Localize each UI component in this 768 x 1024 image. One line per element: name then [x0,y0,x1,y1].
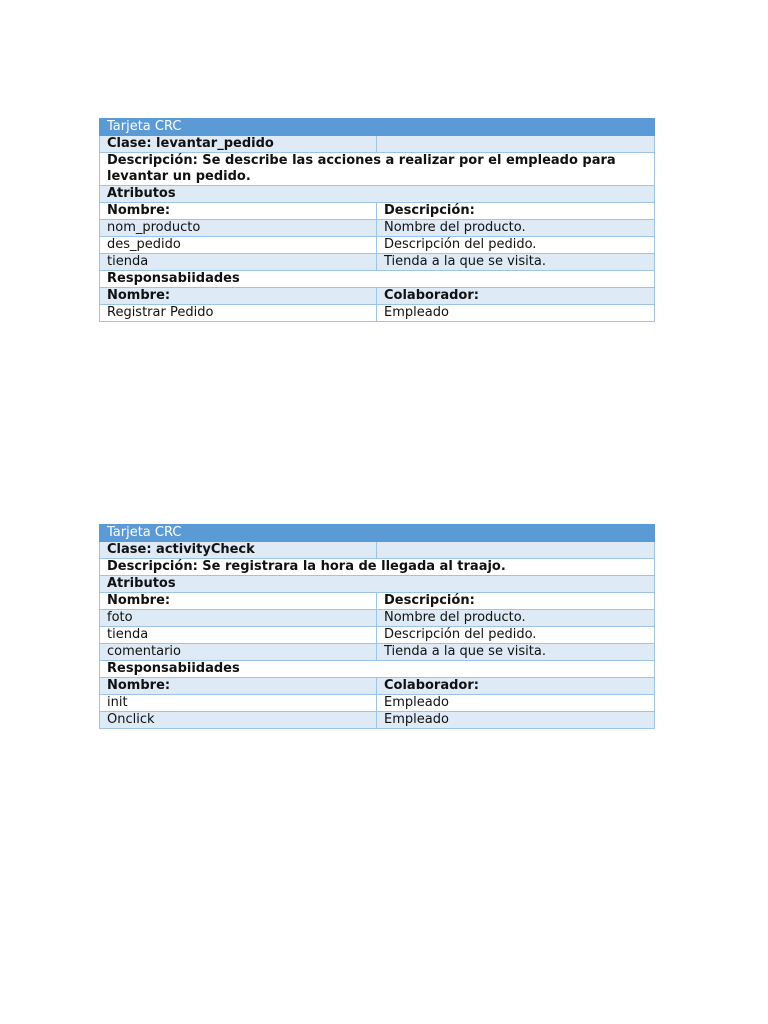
responsibility-collaborator: Empleado [377,712,655,729]
responsibility-name: Onclick [100,712,377,729]
card-title-row [100,119,655,136]
attributes-section-label: Atributos [100,186,655,203]
responsibility-row [100,305,655,322]
attribute-name: des_pedido [100,237,377,254]
attr-header-nombre: Nombre: [100,593,377,610]
class-row [100,136,655,153]
responsibility-collaborator: Empleado [377,695,655,712]
resp-header-nombre: Nombre: [100,678,377,695]
responsibilities-header-row [100,288,655,305]
card-title: Tarjeta CRC [100,525,655,542]
attribute-row [100,237,655,254]
responsibilities-section-row [100,271,655,288]
class-name: Clase: levantar_pedido [100,136,377,153]
attribute-name: comentario [100,644,377,661]
class-name: Clase: activityCheck [100,542,377,559]
attr-header-nombre: Nombre: [100,203,377,220]
attr-header-descripcion: Descripción: [377,593,655,610]
crc-card-levantar-pedido [99,118,655,322]
resp-header-colaborador: Colaborador: [377,678,655,695]
description-row [100,153,655,186]
attribute-name: nom_producto [100,220,377,237]
attribute-row [100,610,655,627]
attribute-description: Nombre del producto. [377,220,655,237]
responsibility-row [100,695,655,712]
class-empty-cell [377,136,655,153]
card-title-row [100,525,655,542]
attribute-row [100,254,655,271]
attribute-description: Descripción del pedido. [377,627,655,644]
responsibilities-section-row [100,661,655,678]
description-row [100,559,655,576]
responsibility-row [100,712,655,729]
card-title: Tarjeta CRC [100,119,655,136]
class-row [100,542,655,559]
attribute-description: Nombre del producto. [377,610,655,627]
resp-header-nombre: Nombre: [100,288,377,305]
class-empty-cell [377,542,655,559]
responsibility-collaborator: Empleado [377,305,655,322]
responsibility-name: Registrar Pedido [100,305,377,322]
attribute-name: tienda [100,254,377,271]
attribute-description: Tienda a la que se visita. [377,644,655,661]
attributes-section-row [100,186,655,203]
attributes-header-row [100,593,655,610]
responsibility-name: init [100,695,377,712]
responsibilities-section-label: Responsabiidades [100,271,655,288]
attributes-header-row [100,203,655,220]
attributes-section-row [100,576,655,593]
crc-card-activity-check [99,524,655,729]
class-description: Descripción: Se describe las acciones a realizar por el empleado para levantar un pedido. [100,153,655,186]
class-description: Descripción: Se registrara la hora de llegada al traajo. [100,559,655,576]
attributes-section-label: Atributos [100,576,655,593]
attribute-name: foto [100,610,377,627]
attribute-row [100,644,655,661]
responsibilities-header-row [100,678,655,695]
attribute-row [100,627,655,644]
attribute-row [100,220,655,237]
attribute-description: Descripción del pedido. [377,237,655,254]
resp-header-colaborador: Colaborador: [377,288,655,305]
attribute-description: Tienda a la que se visita. [377,254,655,271]
attr-header-descripcion: Descripción: [377,203,655,220]
attribute-name: tienda [100,627,377,644]
responsibilities-section-label: Responsabiidades [100,661,655,678]
